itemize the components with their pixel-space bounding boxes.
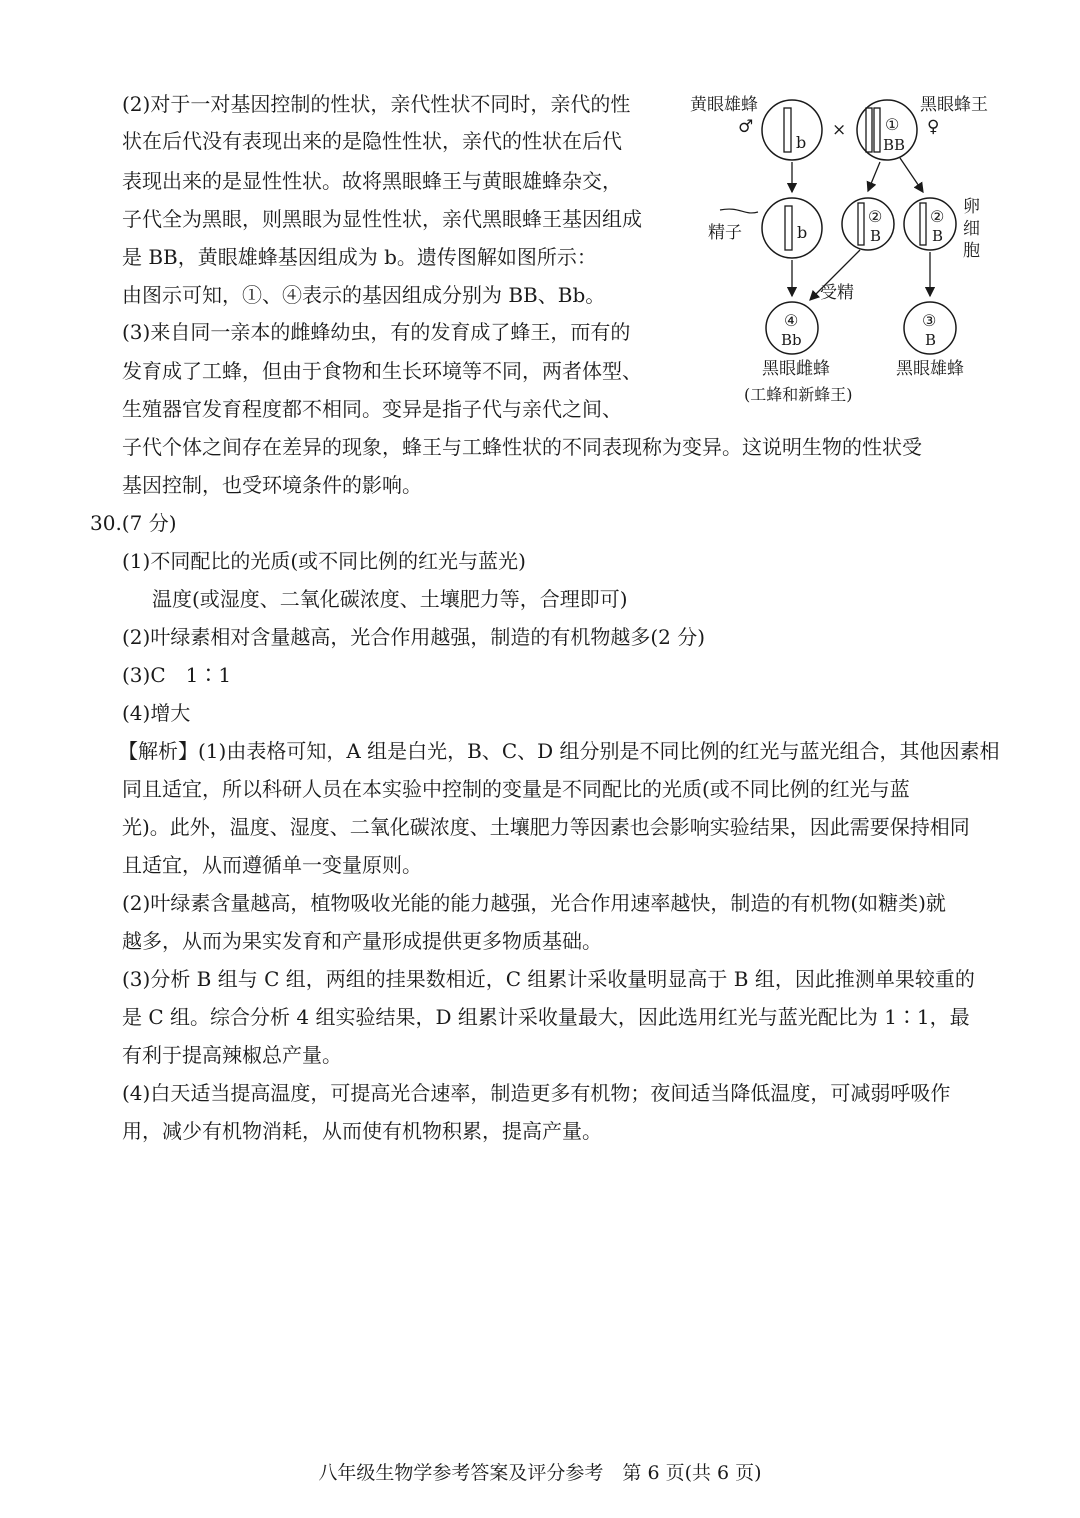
sperm-gene: b [797, 223, 808, 242]
egg-gene: B [870, 227, 882, 245]
question-header: 30.(7 分) [90, 511, 177, 535]
sperm-label: 精子 [708, 223, 742, 243]
analysis-line: 是 C 组。综合分析 4 组实验结果，D 组累计采收量最大，因此选用红光与蓝光配比为 1∶1，最 [122, 1005, 970, 1029]
analysis-line: 且适宜，从而遵循单一变量原则。 [122, 853, 422, 877]
text-line: 表现出来的是显性性状。故将黑眼蜂王与黄眼雄蜂杂交， [122, 169, 622, 193]
circle-number-3: ③ [922, 311, 937, 330]
offspring-label: 黑眼雄蜂 [896, 359, 964, 379]
text-line: 是 BB，黄眼雄蜂基因组成为 b。遗传图解如图所示： [122, 245, 597, 269]
offspring-sublabel: (工蜂和新蜂王) [744, 385, 853, 404]
analysis-line: (2)叶绿素含量越高，植物吸收光能的能力越强，光合作用速率越快，制造的有机物(如糖类)就 [122, 891, 946, 915]
male-parent-cell [762, 100, 822, 160]
page-footer: 八年级生物学参考答案及评分参考 第 6 页(共 6 页) [318, 1462, 762, 1484]
answer-line: (3)C 1∶1 [122, 663, 232, 687]
female-parent-label: 黑眼蜂王 [920, 95, 988, 115]
circle-number-1: ① [885, 115, 900, 134]
text-line: (2)对于一对基因控制的性状，亲代性状不同时，亲代的性 [122, 92, 631, 116]
answer-line: (2)叶绿素相对含量越高，光合作用越强，制造的有机物越多(2 分) [122, 625, 706, 649]
sperm-cell [762, 198, 822, 258]
text-line: 状在后代没有表现出来的是隐性性状，亲代的性状在后代 [122, 129, 622, 153]
arrow [868, 162, 880, 191]
analysis-line: 同且适宜，所以科研人员在本实验中控制的变量是不同配比的光质(或不同比例的红光与蓝 [122, 777, 910, 801]
female-symbol: ♀ [927, 117, 940, 137]
arrow [900, 158, 923, 192]
text-line: 由图示可知，①、④表示的基因组成分别为 BB、Bb。 [122, 283, 606, 307]
male-parent-label: 黄眼雄蜂 [690, 95, 758, 115]
female-parent-cell [857, 100, 917, 160]
analysis-line: (4)白天适当提高温度，可提高光合速率，制造更多有机物；夜间适当降低温度，可减弱呼吸作 [122, 1081, 951, 1105]
circle-number-2: ② [868, 207, 883, 226]
text-line: 发育成了工蜂，但由于食物和生长环境等不同，两者体型、 [122, 359, 642, 383]
sperm-tail [720, 209, 758, 213]
offspring-cell-3 [904, 302, 956, 354]
egg-cell-2 [904, 198, 956, 250]
text-line: 子代个体之间存在差异的现象，蜂王与工蜂性状的不同表现称为变异。这说明生物的性状受 [122, 435, 922, 459]
circle-number-4: ④ [784, 311, 799, 330]
offspring-gene: B [925, 331, 937, 349]
offspring-label: 黑眼雌蜂 [762, 359, 830, 379]
answer-line: (4)增大 [122, 701, 191, 725]
text-line: 子代全为黑眼，则黑眼为显性性状，亲代黑眼蜂王基因组成 [122, 207, 642, 231]
text-line: 基因控制，也受环境条件的影响。 [122, 473, 422, 497]
egg-cell-1 [842, 198, 894, 250]
analysis-line: 有利于提高辣椒总产量。 [122, 1043, 342, 1067]
egg-gene: B [932, 227, 944, 245]
circle-number-2: ② [930, 207, 945, 226]
analysis-line: (3)分析 B 组与 C 组，两组的挂果数相近，C 组累计采收量明显高于 B 组，因此推测单果较重的 [122, 967, 975, 991]
text-line: 生殖器官发育程度都不相同。变异是指子代与亲代之间、 [122, 397, 622, 421]
genetic-diagram [680, 88, 1010, 418]
male-gene: b [796, 133, 807, 152]
analysis-line: 用，减少有机物消耗，从而使有机物积累，提高产量。 [122, 1119, 602, 1143]
answer-line: 温度(或湿度、二氧化碳浓度、土壤肥力等，合理即可) [152, 587, 628, 611]
egg-label: 胞 [963, 241, 980, 261]
answer-line: (1)不同配比的光质(或不同比例的红光与蓝光) [122, 549, 526, 573]
egg-label: 细 [963, 219, 980, 239]
cross-symbol: × [832, 120, 847, 140]
analysis-line: 光)。此外，温度、湿度、二氧化碳浓度、土壤肥力等因素也会影响实验结果，因此需要保持相同 [122, 815, 970, 839]
offspring-gene: Bb [781, 331, 802, 349]
egg-label: 卵 [963, 197, 980, 217]
analysis-line: 【解析】(1)由表格可知，A 组是白光，B、C、D 组分别是不同比例的红光与蓝光组合，其他因素相 [118, 739, 1000, 763]
female-gene: BB [883, 136, 906, 154]
male-symbol: ♂ [738, 117, 754, 137]
analysis-line: 越多，从而为果实发育和产量形成提供更多物质基础。 [122, 929, 602, 953]
offspring-cell-4 [766, 302, 818, 354]
fertilization-label: 受精 [820, 283, 854, 303]
text-line: (3)来自同一亲本的雌蜂幼虫，有的发育成了蜂王，而有的 [122, 320, 631, 344]
